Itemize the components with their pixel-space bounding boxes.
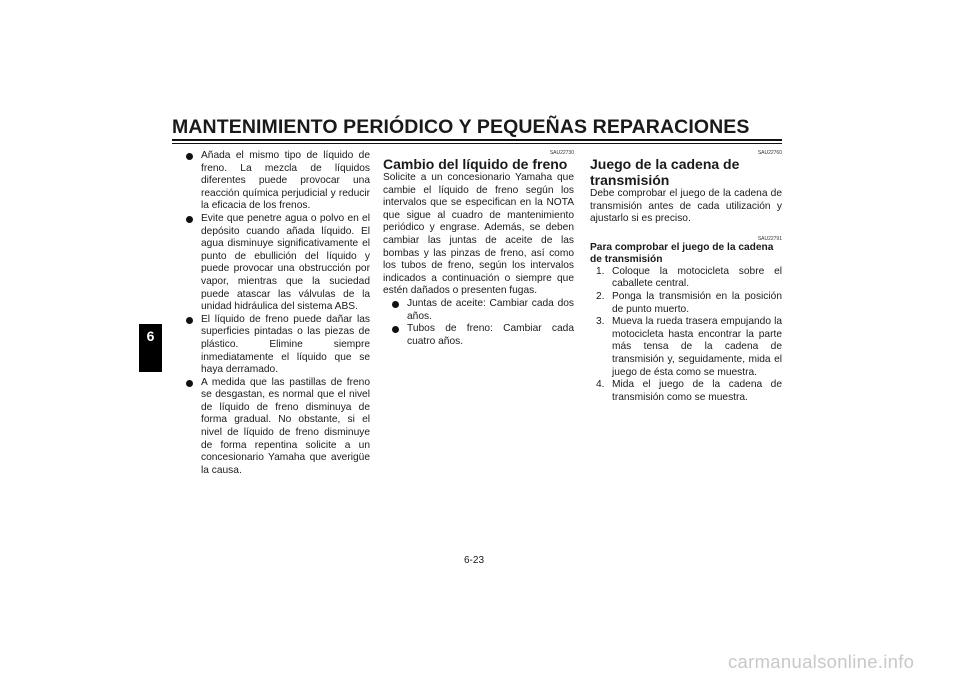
subsection-code: SAU22791 [757, 235, 782, 242]
step-number: 4. [596, 379, 605, 391]
section-body: Solicite a un concesionario Yamaha que cambie el líquido de freno según los intervalos que se especifican en la NOTA que sigue al cuadro de mantenimiento periódico y engrase. Además, se deben cambiar las juntas de aceite de las bombas y las pinzas de freno, así como los tubos de freno, según los intervalos indicados a continuación o siempre que estén dañados o presenten fugas. [383, 172, 574, 297]
bullet-text: El líquido de freno puede dañar las superficies pintadas o las piezas de plástico. Elimine siempre inmediatamente el líquido que se haya derramado. [201, 313, 370, 376]
subsection-title: Para comprobar el juego de la cadena de transmisión [590, 241, 774, 265]
page-header-title: MANTENIMIENTO PERIÓDICO Y PEQUEÑAS REPARACIONES [172, 116, 750, 138]
column-2 [383, 150, 574, 348]
header-rule-thin [172, 143, 782, 144]
chapter-tab: 6 [139, 324, 162, 372]
bullet-text: Juntas de aceite: Cambiar cada dos años. [407, 297, 574, 322]
watermark: carmanualsonline.info [728, 651, 915, 672]
section-body: Debe comprobar el juego de la cadena de transmisión antes de cada utilización y ajustarlo si es preciso. [590, 188, 782, 225]
section-code: SAU22760 [757, 150, 782, 156]
bullet-dot-icon [186, 216, 193, 223]
bullet-item [184, 213, 370, 314]
column-3 [590, 150, 782, 404]
steps-list [590, 266, 782, 405]
section-code: SAU22730 [549, 150, 574, 156]
column-1 [184, 150, 370, 477]
bullet-dot-icon [392, 301, 399, 308]
step-item [590, 379, 782, 404]
step-text: Coloque la motocicleta sobre el caballete central. [612, 265, 782, 290]
bullet-item [383, 298, 574, 323]
bullet-text: Tubos de freno: Cambiar cada cuatro años. [407, 323, 574, 347]
bullet-item [184, 314, 370, 377]
step-item [590, 316, 782, 379]
bullet-text: Añada el mismo tipo de líquido de freno. La mezcla de líquidos diferentes puede provocar una reacción química perjudicial y reducir la eficacia de los frenos. [201, 150, 370, 212]
step-item [590, 266, 782, 291]
step-number: 3. [596, 316, 605, 328]
bullet-item [383, 323, 574, 348]
step-item [590, 291, 782, 316]
step-text: Mueva la rueda trasera empujando la motocicleta hasta encontrar la parte más tensa de la cadena de transmisión y, seguidamente, mida el juego de ésta como se muestra. [612, 316, 782, 378]
header-rule-thick [172, 139, 782, 141]
bullet-dot-icon [392, 326, 399, 333]
section-title-chain-slack: Juego de la cadena de transmisión [590, 156, 740, 188]
bullet-text: A medida que las pastillas de freno se desgastan, es normal que el nivel de líquido de freno disminuya de forma gradual. No obstante, si el nivel de líquido de freno disminuye de forma repentina solicite a un concesionario Yamaha que averigüe la causa. [201, 376, 370, 476]
bullet-item [184, 150, 370, 213]
step-number: 2. [596, 290, 605, 302]
bullet-dot-icon [186, 380, 193, 387]
step-text: Mida el juego de la cadena de transmisión como se muestra. [612, 379, 782, 403]
step-text: Ponga la transmisión en la posición de punto muerto. [612, 290, 782, 315]
bullet-list [383, 298, 574, 348]
bullet-dot-icon [186, 317, 193, 324]
step-number: 1. [596, 265, 605, 277]
bullet-dot-icon [186, 153, 193, 160]
bullet-item [184, 377, 370, 478]
section-title-brake-fluid: Cambio del líquido de freno [383, 156, 568, 172]
page-number: 6-23 [464, 555, 485, 566]
bullet-text: Evite que penetre agua o polvo en el depósito cuando añada líquido. El agua disminuye significativamente el punto de ebullición del líquido y puede provocar una obstrucción por vapor, mientras que la suciedad puede atascar las válvulas de la unidad hidráulica del sistema ABS. [201, 212, 370, 313]
